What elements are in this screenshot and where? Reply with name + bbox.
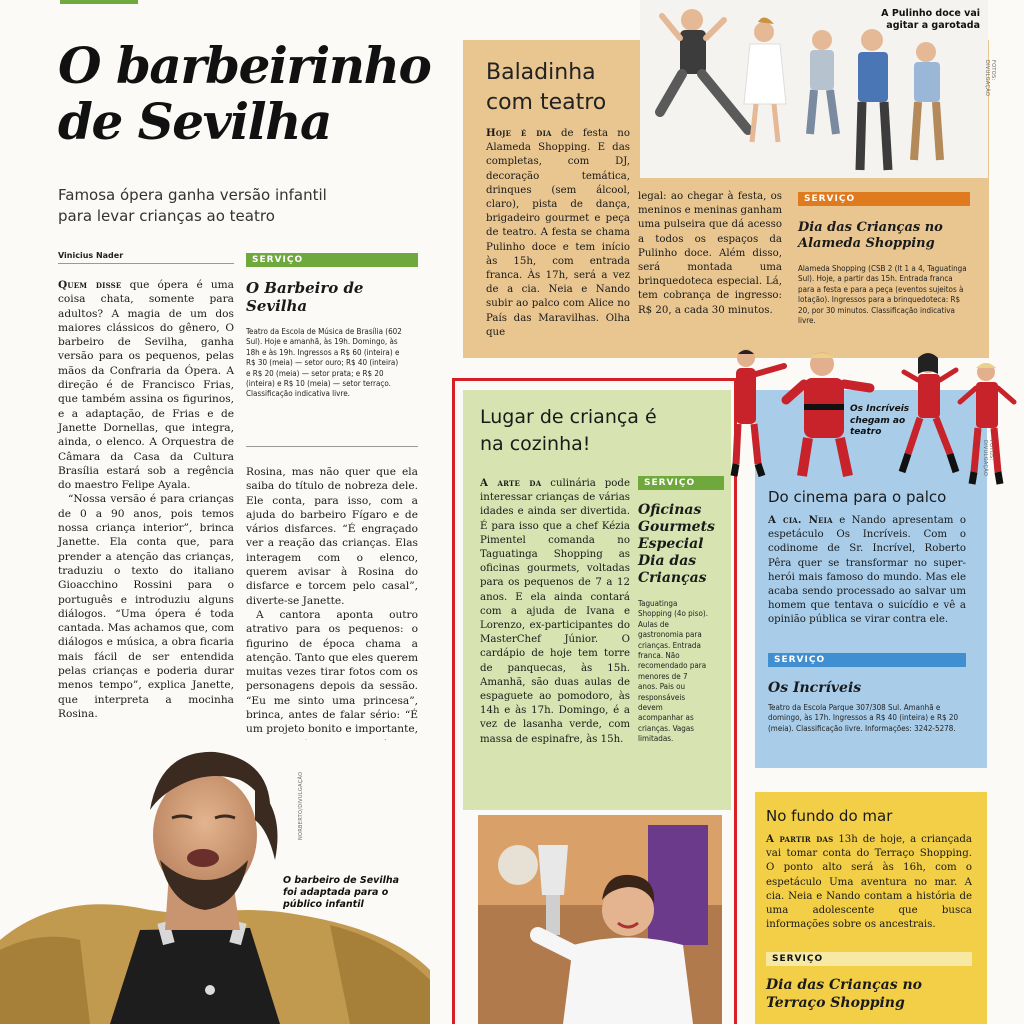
mar-lead: A partir das: [766, 833, 834, 845]
cinema-lead: A cia. Neia: [768, 514, 833, 526]
baladinha-col-right: legal: ao chegar à festa, os meninos e meninas ganham uma pulseira que dá acesso a todos os espaços da Pulinho doce. Além disso, será montada uma brinquedoteca especial. Lá, tem cobrança de ingresso: R$ 20, a cada 30 minutos.: [638, 191, 782, 316]
cozinha-col: [480, 476, 630, 747]
byline: Vinicius Nader: [58, 251, 124, 260]
service-divider: [246, 446, 418, 447]
chef-photo: [478, 815, 722, 1024]
main-service-label: SERVIÇO: [246, 253, 418, 267]
cinema-body: e Nando apresentam o espetáculo Os Incríveis. Com o codinome de Sr. Incrível, Roberto Pêra quer se transformar no super-herói mais famoso do mundo. Mas ele acaba sendo processado ao salvar um homem que tentava o suicídio e vê a opinião pública se virar contra ele.: [768, 515, 966, 626]
main-title-line2: de Sevilha: [58, 92, 331, 151]
mar-service-label: SERVIÇO: [766, 952, 972, 966]
mar-body: 13h de hoje, a criançada vai tomar conta do Terraço Shopping. O ponto alto será às 16h, com o espetáculo Uma aventura no mar. A cia. Neia e Nando contam a história de uma adolescente que busca informações sobre os ancestrais.: [766, 834, 972, 931]
baladinha-lead: Hoje é dia: [486, 127, 552, 139]
cozinha-service-text: Taguatinga Shopping (4o piso). Aulas de gastronomia para crianças. Entrada franca. Não recomendado para menores de 7 anos. Pais ou responsáveis devem acompanhar as crianças. Vagas limitadas.: [638, 599, 708, 744]
cinema-service-title: Os Incríveis: [768, 680, 862, 696]
cozinha-body: culinária pode interessar crianças de várias idades e ainda ser divertida. É para isso que a chef Kézia Pimentel comanda no Taguatinga Shopping as oficinas gourmets, voltadas para os pequenos de 7 a 12 anos. E ela ainda contará com a ajuda de Ivana e Lorenzo, ex-participantes do MasterChef Júnior. O cardápio de hoje tem torre de panquecas, às 15h. Amanhã, são duas aulas de espaguete ao pomodoro, às 14h e às 17h. Domingo, é a vez de lasanha verde, com massa de espinafre, às 15h.: [480, 478, 630, 745]
baladinha-service-title: Dia das Crianças no Alameda Shopping: [798, 220, 943, 251]
main-service-box: [246, 253, 418, 400]
baladinha-title: Baladinha com teatro: [486, 60, 607, 115]
baladinha-service: [798, 192, 970, 326]
mar-service: [766, 952, 972, 1012]
main-service-title: O Barbeiro de Sevilha: [246, 279, 364, 315]
byline-rule: [58, 263, 234, 264]
main-title-line1: O barbeirinho: [58, 36, 431, 95]
main-col1: [58, 278, 234, 721]
section-tab: [60, 0, 138, 4]
cinema-service-label: SERVIÇO: [768, 653, 966, 667]
cozinha-service-label: SERVIÇO: [638, 476, 724, 490]
baladinha-service-text: Alameda Shopping (CSB 2 (lt 1 a 4, Taguatinga Sul). Hoje, a partir das 15h. Entrada franca para a festa e para a peça (eventos sujeitos à lotação). Ingressos para a brinquedoteca: R$ 20, por 30 minutos. Classificação indicativa livre.: [798, 264, 967, 326]
barber-photo-caption: O barbeiro de Sevilha foi adaptada para o público infantil: [283, 875, 400, 910]
chef-illustration: [478, 815, 722, 1024]
incredibles-caption: Os Incríveis chegam ao teatro: [850, 404, 910, 437]
baladinha-col-left: [486, 126, 630, 340]
cinema-photo-credit: FOTOS: DIVULGAÇÃO: [982, 440, 994, 477]
main-col2-p2: A cantora aponta outro atrativo para os pequenos: o figurino de época chama a atenção. Tanto que eles querem muitas vezes tirar fotos com os personagens depois da sessão. “Eu me sinto uma princesa”, brinca, antes de falar sério: “É um projeto bonito e importante,: [246, 608, 418, 736]
baladinha-service-label: SERVIÇO: [798, 192, 970, 206]
mar-title: No fundo do mar: [766, 807, 893, 825]
cozinha-title: Lugar de criança é na cozinha!: [480, 406, 657, 455]
main-col2-p1: Rosina, mas não quer que ela saiba do título de nobreza dele. Ele conta, para isso, com a ajuda do barbeiro Fígaro e de vários disfarces. “É engraçado ver a reação das crianças. Elas interagem com o elenco, querem avisar à Rosina do disfarce e torcem pelo casal”, diverte-se Janette.: [246, 466, 418, 607]
cinema-service-text: Teatro da Escola Parque 307/308 Sul. Amanhã e domingo, às 17h. Ingressos a R$ 40 (inteira) e R$ 20 (meia). Classificação livre. Informações: 3242-5278.: [768, 703, 959, 733]
cinema-title: Do cinema para o palco: [768, 488, 947, 506]
mar-col: [766, 832, 972, 932]
baladinha-photo-credit: FOTOS: DIVULGAÇÃO: [984, 60, 996, 97]
barber-photo-credit: NORBERTO/DIVULGAÇÃO: [298, 771, 304, 840]
mar-service-title: Dia das Crianças no Terraço Shopping: [766, 977, 922, 1011]
cinema-col: [768, 513, 966, 628]
main-col1-p2: “Nossa versão é para crianças de 0 a 90 anos, pois temos nossa criança interior”, brinca Janette. Ela conta que, para prender a atenção das crianças, traduziu o texto do italiano Gioacchino Rossini para o português e introduziu alguns diálogos. “Uma ópera é toda cantada. Mas achamos que, com diálogos e música, a obra ficaria mais fácil de ser entendida pelas crianças e poderia durar menos tempo”, explica Janette, que interpreta a mocinha Rosina.: [58, 493, 234, 720]
cozinha-service: [638, 476, 724, 745]
cinema-service: [768, 653, 966, 734]
cozinha-lead: A arte da: [480, 477, 542, 489]
main-service-text: Teatro da Escola de Música de Brasília (602 Sul). Hoje e amanhã, às 19h. Domingo, às 18h e às 19h. Ingressos a R$ 60 (inteira) e R$ 30 (meia) — setor ouro; R$ 40 (inteira) e R$ 20 (meia) — setor prata; e R$ 20 (inteira) e R$ 10 (meia) — setor terraço. Classificação indicativa livre.: [246, 327, 402, 399]
baladinha-photo-caption: A Pulinho doce vai agitar a garotada: [881, 8, 980, 31]
main-col1-body: que ópera é uma coisa chata, somente para adultos? A magia de um dos maiores clássicos do gênero, O barbeiro de Sevilha, ganha versão para os pequenos, pelas mãos da Confraria da Ópera. A direção é de Francisco Frias, que também assina os figurinos, e a adaptação, de Frias e de Janette Dornellas, que integra, ainda, o elenco. A Orquestra de Câmara da Casa da Cultura Brasília estará sob a regência do maestro Felipe Ayala.: [58, 279, 235, 492]
main-subtitle: Famosa ópera ganha versão infantil para levar crianças ao teatro: [58, 186, 327, 225]
baladinha-body-left: de festa no Alameda Shopping. E das completas, com DJ, decoração temática, drinques (sem álcool, claro), pista de dança, brigadeiro gourmet e peça de teatro. A festa se chama Pulinho doce e tem início às 15h, com entrada franca. Às 17h, será a vez de a cia. Neia e Nando subir ao palco com Alice no País das Maravilhas. Olha que: [486, 128, 631, 338]
main-lead: Quem disse: [58, 279, 122, 291]
cozinha-service-title: Oficinas Gourmets Especial Dia das Crianças: [638, 502, 715, 586]
main-title: [58, 38, 438, 150]
